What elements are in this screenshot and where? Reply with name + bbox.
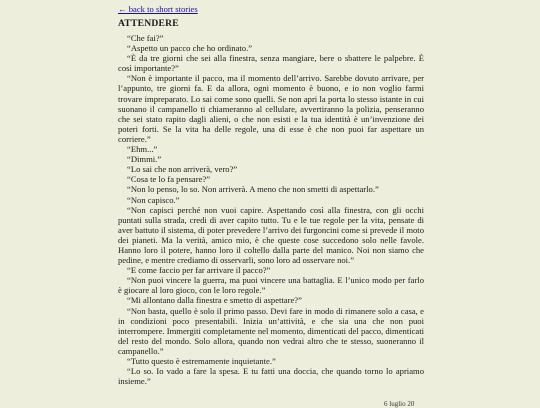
story-page bbox=[118, 4, 424, 386]
story-paragraph: “Tutto questo è estremamente inquietante.” bbox=[127, 356, 276, 366]
story-title: ATTENDERE bbox=[118, 18, 179, 29]
story-paragraph: “E come faccio per far arrivare il pacco?” bbox=[127, 265, 271, 276]
story-paragraph: “Lo so. Io vado a fare la spesa. E tu fatti una doccia, che quando torno lo apriamo insieme.” bbox=[118, 366, 424, 387]
story-paragraph: “Dimmi.” bbox=[127, 154, 162, 165]
story-paragraph: “Cosa te lo fa pensare?” bbox=[127, 174, 211, 185]
story-paragraph: “Non è importante il pacco, ma il momento dell’arrivo. Sarebbe dovuto arrivare, per l’appunto, tre giorni fa. E da allora, ogni momento è buono, e io non voglio farmi trovare impreparato. Lo sai come sono quelli. Se non apri la porta lo stesso istante in cui suonano il campanello ti chiameranno al cellulare, avvertiranno la polizia, penseranno che sei stato rapito dagli alieni, o che non esisti e la tua identità è un’invenzione dei poteri forti. Se la vita ha delle regole, una di esse è che non puoi far aspettare un corriere.” bbox=[118, 73, 424, 144]
story-paragraph: “Non lo penso, lo so. Non arriverà. A meno che non smetti di aspettarlo.” bbox=[127, 184, 379, 195]
story-paragraph: “Lo sai che non arriverà, vero?” bbox=[127, 164, 238, 175]
story-paragraph: “Mi allontano dalla finestra e smetto di aspettare?” bbox=[127, 295, 302, 306]
story-paragraph: “Ehm...” bbox=[127, 144, 158, 155]
story-date-footer: 6 luglio 20 bbox=[384, 400, 415, 408]
story-paragraph: “Aspetto un pacco che ho ordinato.” bbox=[127, 43, 253, 54]
story-paragraph: “Non capisci perché non vuoi capire. Aspettando così alla finestra, con gli occhi puntati sulla strada, credi di aver capito tutto. Tu e le tue regole per la vita, pensate di aver battuto il sistema, di poter prevedere l’arrivo dei furgoncini come si prevede il moto dei pianeti. Ma la verità, amico mio, è che queste cose succedono solo nelle favole. Hanno loro il potere, hanno loro il coltello dalla parte del manico. Noi non siamo che pedine, e mentre crediamo di osservarli, sono loro ad osservare noi.” bbox=[118, 204, 424, 266]
story-paragraph: “Che fai?” bbox=[127, 33, 164, 43]
story-paragraph: “Non basta, quello è solo il primo passo. Devi fare in modo di rimanere solo a casa, e in condizioni poco presentabili. Inizia un’attività, e che sia una che non puoi interrompere. Immergiti completamente nel momento, dimenticati del pacco, dimenticati del resto del mondo. Solo allora, quando non vedrai altro che te stesso, suoneranno il campanello.” bbox=[118, 305, 424, 356]
back-to-short-stories-link[interactable]: ← back to short stories bbox=[118, 4, 198, 14]
story-body bbox=[118, 33, 424, 386]
story-paragraph: “Non puoi vincere la guerra, ma puoi vincere una battaglia. E l’unico modo per farlo è giocare al loro gioco, con le loro regole.” bbox=[118, 275, 424, 296]
story-paragraph: “Non capisco.” bbox=[127, 194, 180, 205]
story-paragraph: “È da tre giorni che sei alla finestra, senza mangiare, bere o sbattere le palpebre. È così importante?” bbox=[118, 53, 424, 74]
